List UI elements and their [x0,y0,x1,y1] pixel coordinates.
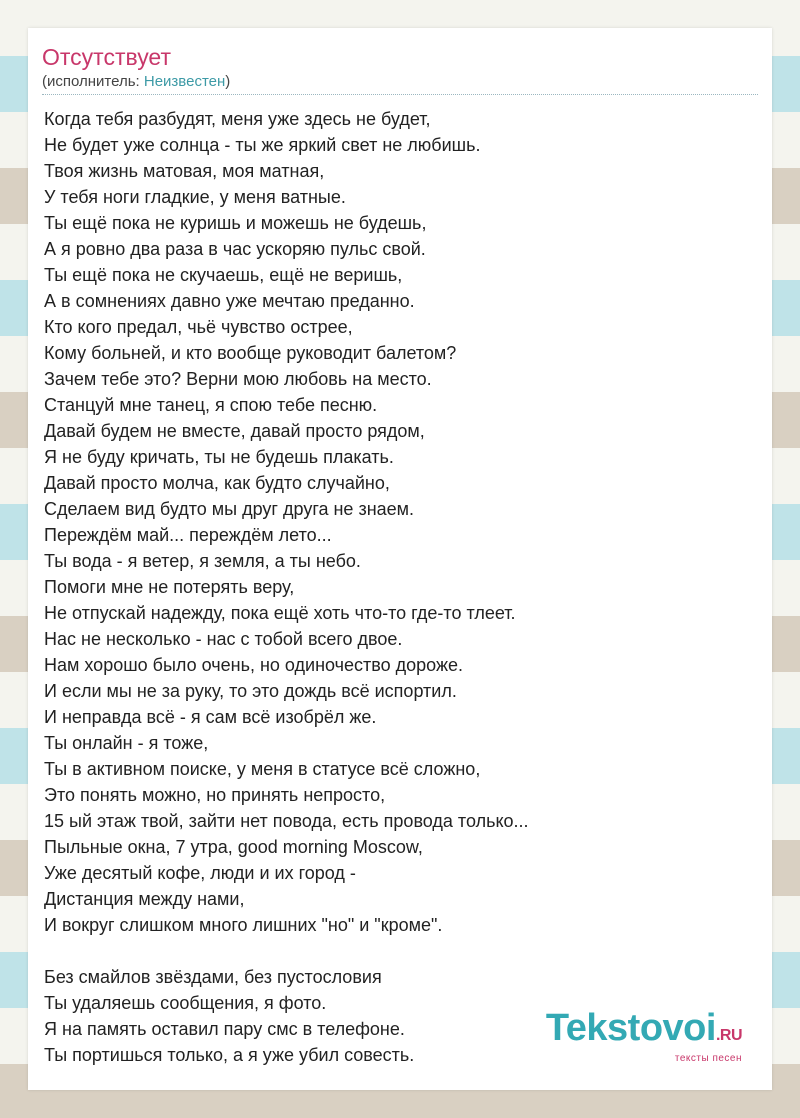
lyric-line: Не отпускай надежду, пока ещё хоть что-то где-то тлеет. [44,603,516,623]
lyric-line: 15 ый этаж твой, зайти нет повода, есть провода только... [44,811,529,831]
lyric-line: А я ровно два раза в час ускоряю пульс свой. [44,239,426,259]
lyric-line: Уже десятый кофе, люди и их город - [44,863,356,883]
lyric-line: Давай просто молча, как будто случайно, [44,473,390,493]
lyric-line: Ты ещё пока не куришь и можешь не будешь, [44,213,427,233]
lyric-line: И вокруг слишком много лишних "но" и "кроме". [44,915,443,935]
lyric-line: Ты онлайн - я тоже, [44,733,209,753]
lyric-line: И неправда всё - я сам всё изобрёл же. [44,707,377,727]
lyric-line: Кому больней, и кто вообще руководит балетом? [44,343,457,363]
lyric-line: Давай будем не вместе, давай просто рядом, [44,421,425,441]
lyric-line: Ты портишься только, а я уже убил совесть. [44,1045,415,1065]
title-divider [42,94,758,95]
artist-suffix: ) [225,73,231,90]
artist-prefix: (исполнитель: [42,73,144,90]
lyric-line: Не будет уже солнца - ты же яркий свет не любишь. [44,135,481,155]
logo-tagline: тексты песен [674,1053,742,1064]
lyric-line: Ты вода - я ветер, я земля, а ты небо. [44,551,361,571]
artist-link[interactable]: Неизвестен [143,73,226,90]
lyric-line: Зачем тебе это? Верни мою любовь на место. [44,369,432,389]
lyric-line: Пыльные окна, 7 утра, good morning Moscow, [44,837,423,857]
lyrics-page [28,28,772,1090]
lyric-line: Я на память оставил пару смс в телефоне. [44,1019,405,1039]
lyrics-text [44,106,758,1068]
lyric-line: И если мы не за руку, то это дождь всё испортил. [44,681,457,701]
logo-tld: .RU [715,1027,742,1044]
lyric-line: Твоя жизнь матовая, моя матная, [44,161,325,181]
lyric-line: Кто кого предал, чьё чувство острее, [44,317,353,337]
lyric-line: Переждём май... переждём лето... [44,525,332,545]
lyric-line: Я не буду кричать, ты не будешь плакать. [44,447,394,467]
lyric-line: Ты ещё пока не скучаешь, ещё не веришь, [44,265,403,285]
lyric-line: А в сомнениях давно уже мечтаю преданно. [44,291,415,311]
lyric-line: Это понять можно, но принять непросто, [44,785,386,805]
song-title: Отсутствует [42,44,171,70]
lyric-line: Сделаем вид будто мы друг друга не знаем. [44,499,415,519]
lyric-line: У тебя ноги гладкие, у меня ватные. [44,187,346,207]
logo-wordmark [546,1009,742,1055]
artist-line [42,72,230,92]
lyric-line: Нам хорошо было очень, но одиночество дороже. [44,655,464,675]
site-logo[interactable] [546,1009,742,1064]
lyric-line: Ты удаляешь сообщения, я фото. [44,993,327,1013]
lyric-line: Нас не несколько - нас с тобой всего двое. [44,629,403,649]
lyric-line: Ты в активном поиске, у меня в статусе всё сложно, [44,759,481,779]
lyric-line: Станцуй мне танец, я спою тебе песню. [44,395,378,415]
verse-gap [44,938,758,964]
lyric-line: Дистанция между нами, [44,889,245,909]
lyric-line: Когда тебя разбудят, меня уже здесь не будет, [44,109,431,129]
lyric-line: Без смайлов звёздами, без пустословия [44,967,382,987]
lyric-line: Помоги мне не потерять веру, [44,577,295,597]
logo-word: Tekstovoi [545,1007,716,1049]
